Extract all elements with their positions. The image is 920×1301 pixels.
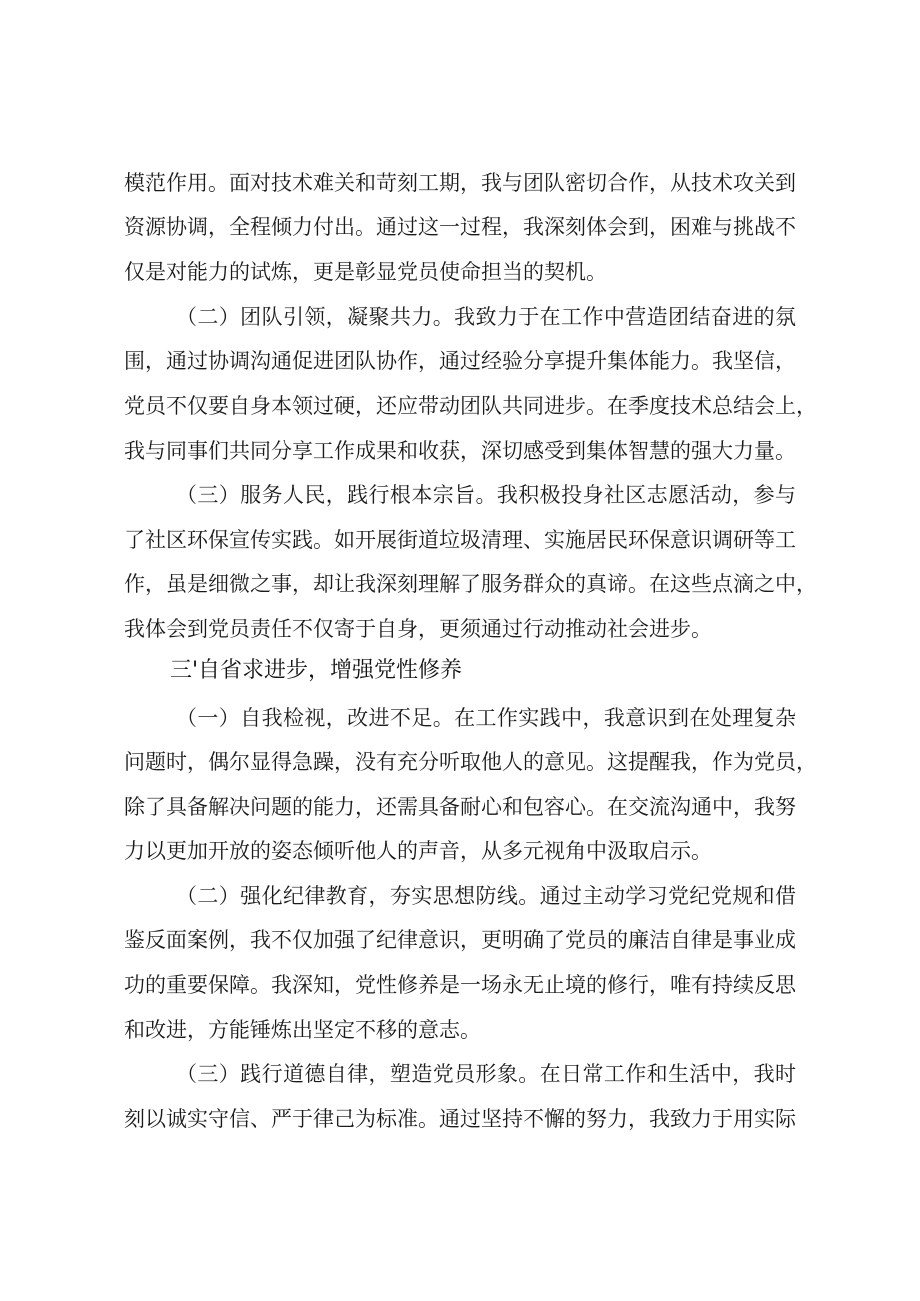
paragraph-line: 功的重要保障。我深知，党性修养是一场永无止境的修行，唯有持续反思 (124, 973, 796, 997)
section-heading: 三'自省求进步，增强党性修养 (170, 658, 463, 683)
paragraph-line: 资源协调，全程倾力付出。通过这一过程，我深刻体会到，困难与挑战不 (124, 215, 796, 239)
paragraph-line: 围，通过协调沟通促进团队协作，通过经验分享提升集体能力。我坚信， (124, 349, 796, 373)
paragraph-line: （二）强化纪律教育，夯实思想防线。通过主动学习党纪党规和借 (176, 884, 796, 908)
paragraph-line: 问题时，偶尔显得急躁，没有充分听取他人的意见。这提醒我，作为党员， (124, 750, 817, 774)
paragraph-line: 和改进，方能锤炼出坚定不移的意志。 (124, 1018, 481, 1042)
paragraph-line: 我体会到党员责任不仅寄于自身，更须通过行动推动社会进步。 (124, 617, 712, 641)
paragraph-line: 除了具备解决问题的能力，还需具备耐心和包容心。在交流沟通中，我努 (124, 795, 796, 819)
paragraph-line: （二）团队引领，凝聚共力。我致力于在工作中营造团结奋进的氛 (176, 305, 796, 329)
paragraph-line: 了社区环保宣传实践。如开展街道垃圾清理、实施居民环保意识调研等工 (124, 528, 796, 552)
paragraph-line: 仅是对能力的试炼，更是彰显党员使命担当的契机。 (124, 260, 607, 284)
paragraph-line: 鉴反面案例，我不仅加强了纪律意识，更明确了党员的廉洁自律是事业成 (124, 928, 796, 952)
paragraph-line: （一）自我检视，改进不足。在工作实践中，我意识到在处理复杂 (176, 706, 796, 730)
paragraph-line: （三）服务人民，践行根本宗旨。我积极投身社区志愿活动，参与 (176, 483, 796, 507)
paragraph-line: 力以更加开放的姿态倾听他人的声音，从多元视角中汲取启示。 (124, 839, 712, 863)
paragraph-line: 刻以诚实守信、严于律己为标准。通过坚持不懈的努力，我致力于用实际 (124, 1107, 796, 1131)
paragraph-line: 我与同事们共同分享工作成果和收获，深切感受到集体智慧的强大力量。 (124, 439, 796, 463)
paragraph-line: 党员不仅要自身本领过硬，还应带动团队共同进步。在季度技术总结会上， (124, 394, 817, 418)
paragraph-line: （三）践行道德自律，塑造党员形象。在日常工作和生活中，我时 (176, 1062, 796, 1086)
paragraph-line: 模范作用。面对技术难关和苛刻工期，我与团队密切合作，从技术攻关到 (124, 171, 796, 195)
paragraph-line: 作，虽是细微之事，却让我深刻理解了服务群众的真谛。在这些点滴之中， (124, 572, 817, 596)
